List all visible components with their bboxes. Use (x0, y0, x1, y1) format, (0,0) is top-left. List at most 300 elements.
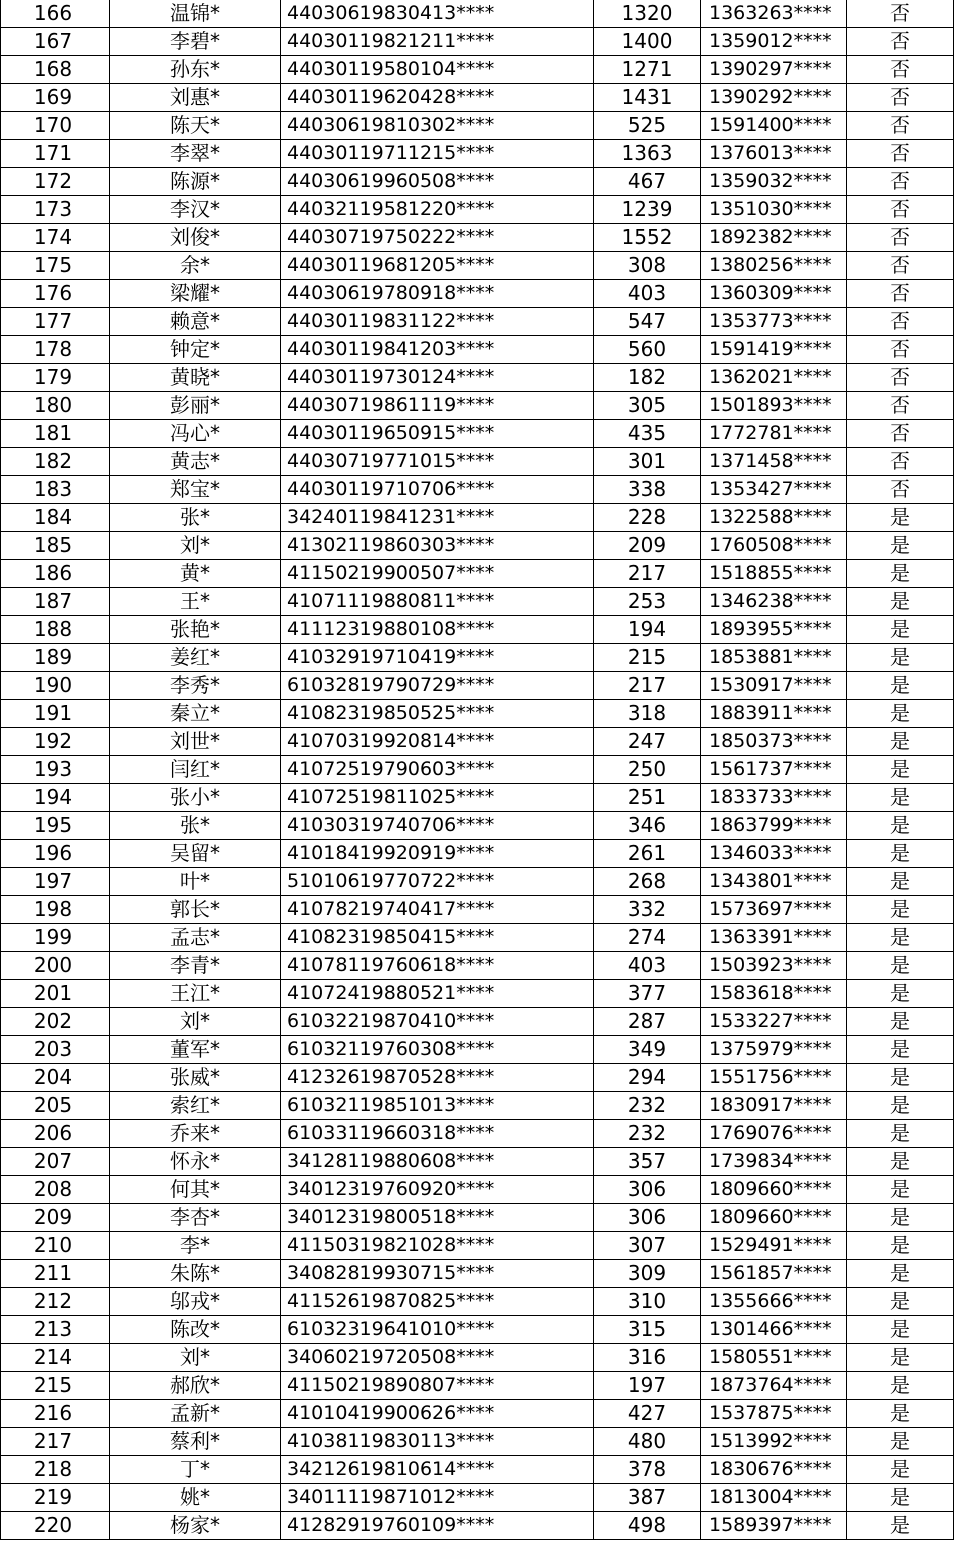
name-cell: 李碧* (110, 28, 281, 56)
phone-cell: 1893955**** (701, 616, 847, 644)
name-cell: 李青* (110, 952, 281, 980)
flag-cell: 是 (847, 504, 954, 532)
flag-cell: 是 (847, 532, 954, 560)
table-row (1, 1456, 954, 1484)
id-number-cell: 41010419900626**** (281, 1400, 594, 1428)
table-row (1, 1316, 954, 1344)
points-cell: 467 (594, 168, 701, 196)
points-cell: 294 (594, 1064, 701, 1092)
id-number-cell: 41152619870825**** (281, 1288, 594, 1316)
id-number-cell: 34012319760920**** (281, 1176, 594, 1204)
row-number-cell: 203 (1, 1036, 110, 1064)
name-cell: 郑宝* (110, 476, 281, 504)
phone-cell: 1589397**** (701, 1512, 847, 1540)
id-number-cell: 41070319920814**** (281, 728, 594, 756)
row-number-cell: 185 (1, 532, 110, 560)
flag-cell: 是 (847, 1512, 954, 1540)
table-row (1, 1288, 954, 1316)
name-cell: 王江* (110, 980, 281, 1008)
points-cell: 480 (594, 1428, 701, 1456)
row-number-cell: 195 (1, 812, 110, 840)
row-number-cell: 175 (1, 252, 110, 280)
flag-cell: 是 (847, 560, 954, 588)
flag-cell: 是 (847, 1372, 954, 1400)
points-cell: 357 (594, 1148, 701, 1176)
row-number-cell: 216 (1, 1400, 110, 1428)
id-number-cell: 34011119871012**** (281, 1484, 594, 1512)
name-cell: 张艳* (110, 616, 281, 644)
row-number-cell: 214 (1, 1344, 110, 1372)
points-cell: 332 (594, 896, 701, 924)
row-number-cell: 178 (1, 336, 110, 364)
id-number-cell: 41150319821028**** (281, 1232, 594, 1260)
id-number-cell: 44030719861119**** (281, 392, 594, 420)
row-number-cell: 209 (1, 1204, 110, 1232)
phone-cell: 1513992**** (701, 1428, 847, 1456)
points-cell: 1431 (594, 84, 701, 112)
phone-cell: 1809660**** (701, 1204, 847, 1232)
points-cell: 305 (594, 392, 701, 420)
row-number-cell: 186 (1, 560, 110, 588)
table-row (1, 1008, 954, 1036)
phone-cell: 1830917**** (701, 1092, 847, 1120)
phone-cell: 1580551**** (701, 1344, 847, 1372)
name-cell: 何其* (110, 1176, 281, 1204)
row-number-cell: 184 (1, 504, 110, 532)
points-cell: 435 (594, 420, 701, 448)
id-number-cell: 34128119880608**** (281, 1148, 594, 1176)
table-row (1, 280, 954, 308)
flag-cell: 否 (847, 252, 954, 280)
id-number-cell: 41112319880108**** (281, 616, 594, 644)
flag-cell: 是 (847, 1064, 954, 1092)
id-number-cell: 41078119760618**** (281, 952, 594, 980)
name-cell: 秦立* (110, 700, 281, 728)
table-row (1, 812, 954, 840)
table-row (1, 84, 954, 112)
row-number-cell: 168 (1, 56, 110, 84)
row-number-cell: 187 (1, 588, 110, 616)
name-cell: 陈源* (110, 168, 281, 196)
row-number-cell: 198 (1, 896, 110, 924)
flag-cell: 否 (847, 224, 954, 252)
id-number-cell: 41082319850415**** (281, 924, 594, 952)
flag-cell: 否 (847, 336, 954, 364)
row-number-cell: 217 (1, 1428, 110, 1456)
id-number-cell: 44030619780918**** (281, 280, 594, 308)
table-row (1, 1344, 954, 1372)
name-cell: 王* (110, 588, 281, 616)
phone-cell: 1529491**** (701, 1232, 847, 1260)
table-row (1, 1036, 954, 1064)
row-number-cell: 211 (1, 1260, 110, 1288)
flag-cell: 是 (847, 1120, 954, 1148)
phone-cell: 1591400**** (701, 112, 847, 140)
phone-cell: 1530917**** (701, 672, 847, 700)
table-row (1, 756, 954, 784)
flag-cell: 是 (847, 1036, 954, 1064)
name-cell: 蔡利* (110, 1428, 281, 1456)
flag-cell: 否 (847, 420, 954, 448)
points-cell: 247 (594, 728, 701, 756)
table-row (1, 1512, 954, 1540)
table-row (1, 896, 954, 924)
name-cell: 冯心* (110, 420, 281, 448)
flag-cell: 是 (847, 1316, 954, 1344)
points-cell: 1320 (594, 0, 701, 28)
row-number-cell: 208 (1, 1176, 110, 1204)
points-cell: 308 (594, 252, 701, 280)
row-number-cell: 210 (1, 1232, 110, 1260)
row-number-cell: 213 (1, 1316, 110, 1344)
points-cell: 306 (594, 1204, 701, 1232)
id-number-cell: 41282919760109**** (281, 1512, 594, 1540)
table-row (1, 1232, 954, 1260)
row-number-cell: 204 (1, 1064, 110, 1092)
name-cell: 闫红* (110, 756, 281, 784)
phone-cell: 1533227**** (701, 1008, 847, 1036)
points-cell: 547 (594, 308, 701, 336)
phone-cell: 1739834**** (701, 1148, 847, 1176)
points-cell: 306 (594, 1176, 701, 1204)
flag-cell: 是 (847, 1344, 954, 1372)
phone-cell: 1363263**** (701, 0, 847, 28)
phone-cell: 1892382**** (701, 224, 847, 252)
table-row (1, 1120, 954, 1148)
name-cell: 李汉* (110, 196, 281, 224)
id-number-cell: 41072419880521**** (281, 980, 594, 1008)
row-number-cell: 174 (1, 224, 110, 252)
flag-cell: 否 (847, 364, 954, 392)
flag-cell: 否 (847, 280, 954, 308)
flag-cell: 否 (847, 168, 954, 196)
table-row (1, 1064, 954, 1092)
phone-cell: 1863799**** (701, 812, 847, 840)
row-number-cell: 182 (1, 448, 110, 476)
flag-cell: 否 (847, 476, 954, 504)
name-cell: 陈改* (110, 1316, 281, 1344)
name-cell: 黄* (110, 560, 281, 588)
phone-cell: 1561857**** (701, 1260, 847, 1288)
id-number-cell: 34012319800518**** (281, 1204, 594, 1232)
id-number-cell: 51010619770722**** (281, 868, 594, 896)
phone-cell: 1501893**** (701, 392, 847, 420)
table-row (1, 252, 954, 280)
id-number-cell: 41071119880811**** (281, 588, 594, 616)
table-row (1, 868, 954, 896)
phone-cell: 1809660**** (701, 1176, 847, 1204)
flag-cell: 是 (847, 1456, 954, 1484)
flag-cell: 否 (847, 0, 954, 28)
points-cell: 217 (594, 560, 701, 588)
phone-cell: 1322588**** (701, 504, 847, 532)
phone-cell: 1853881**** (701, 644, 847, 672)
flag-cell: 是 (847, 896, 954, 924)
points-cell: 182 (594, 364, 701, 392)
id-number-cell: 41030319740706**** (281, 812, 594, 840)
points-cell: 310 (594, 1288, 701, 1316)
flag-cell: 是 (847, 1148, 954, 1176)
name-cell: 赖意* (110, 308, 281, 336)
flag-cell: 是 (847, 1232, 954, 1260)
phone-cell: 1375979**** (701, 1036, 847, 1064)
flag-cell: 是 (847, 812, 954, 840)
flag-cell: 是 (847, 1176, 954, 1204)
name-cell: 张* (110, 504, 281, 532)
row-number-cell: 173 (1, 196, 110, 224)
points-cell: 251 (594, 784, 701, 812)
row-number-cell: 183 (1, 476, 110, 504)
id-number-cell: 44032119581220**** (281, 196, 594, 224)
id-number-cell: 61032319641010**** (281, 1316, 594, 1344)
id-number-cell: 44030719771015**** (281, 448, 594, 476)
flag-cell: 是 (847, 924, 954, 952)
table-row (1, 1484, 954, 1512)
table-row (1, 1260, 954, 1288)
row-number-cell: 193 (1, 756, 110, 784)
flag-cell: 否 (847, 196, 954, 224)
id-number-cell: 61032819790729**** (281, 672, 594, 700)
row-number-cell: 192 (1, 728, 110, 756)
name-cell: 孟志* (110, 924, 281, 952)
flag-cell: 是 (847, 616, 954, 644)
phone-cell: 1873764**** (701, 1372, 847, 1400)
id-number-cell: 41038119830113**** (281, 1428, 594, 1456)
flag-cell: 是 (847, 1204, 954, 1232)
phone-cell: 1518855**** (701, 560, 847, 588)
id-number-cell: 41082319850525**** (281, 700, 594, 728)
points-cell: 560 (594, 336, 701, 364)
phone-cell: 1760508**** (701, 532, 847, 560)
id-number-cell: 41072519811025**** (281, 784, 594, 812)
phone-cell: 1363391**** (701, 924, 847, 952)
phone-cell: 1343801**** (701, 868, 847, 896)
phone-cell: 1353773**** (701, 308, 847, 336)
table-row (1, 168, 954, 196)
row-number-cell: 170 (1, 112, 110, 140)
phone-cell: 1301466**** (701, 1316, 847, 1344)
id-number-cell: 61032119760308**** (281, 1036, 594, 1064)
points-cell: 228 (594, 504, 701, 532)
table-row (1, 1204, 954, 1232)
points-cell: 301 (594, 448, 701, 476)
name-cell: 郝欣* (110, 1372, 281, 1400)
points-cell: 250 (594, 756, 701, 784)
name-cell: 刘* (110, 532, 281, 560)
phone-cell: 1371458**** (701, 448, 847, 476)
id-number-cell: 41072519790603**** (281, 756, 594, 784)
phone-cell: 1503923**** (701, 952, 847, 980)
id-number-cell: 41302119860303**** (281, 532, 594, 560)
points-cell: 1239 (594, 196, 701, 224)
name-cell: 叶* (110, 868, 281, 896)
table-row (1, 644, 954, 672)
row-number-cell: 181 (1, 420, 110, 448)
row-number-cell: 205 (1, 1092, 110, 1120)
name-cell: 杨家* (110, 1512, 281, 1540)
table-row (1, 1176, 954, 1204)
points-cell: 387 (594, 1484, 701, 1512)
name-cell: 彭丽* (110, 392, 281, 420)
name-cell: 张威* (110, 1064, 281, 1092)
points-cell: 268 (594, 868, 701, 896)
name-cell: 刘惠* (110, 84, 281, 112)
id-number-cell: 34212619810614**** (281, 1456, 594, 1484)
name-cell: 怀永* (110, 1148, 281, 1176)
row-number-cell: 219 (1, 1484, 110, 1512)
name-cell: 李翠* (110, 140, 281, 168)
id-number-cell: 44030619960508**** (281, 168, 594, 196)
id-number-cell: 61032219870410**** (281, 1008, 594, 1036)
points-cell: 377 (594, 980, 701, 1008)
phone-cell: 1353427**** (701, 476, 847, 504)
table-body (1, 0, 954, 1540)
phone-cell: 1537875**** (701, 1400, 847, 1428)
flag-cell: 是 (847, 1092, 954, 1120)
flag-cell: 是 (847, 588, 954, 616)
points-cell: 232 (594, 1092, 701, 1120)
row-number-cell: 201 (1, 980, 110, 1008)
name-cell: 姜红* (110, 644, 281, 672)
id-number-cell: 44030119580104**** (281, 56, 594, 84)
name-cell: 索红* (110, 1092, 281, 1120)
points-cell: 378 (594, 1456, 701, 1484)
table-row (1, 392, 954, 420)
phone-cell: 1390292**** (701, 84, 847, 112)
name-cell: 刘* (110, 1344, 281, 1372)
name-cell: 黄晓* (110, 364, 281, 392)
phone-cell: 1591419**** (701, 336, 847, 364)
row-number-cell: 188 (1, 616, 110, 644)
points-cell: 309 (594, 1260, 701, 1288)
id-number-cell: 44030119730124**** (281, 364, 594, 392)
row-number-cell: 176 (1, 280, 110, 308)
name-cell: 余* (110, 252, 281, 280)
points-cell: 316 (594, 1344, 701, 1372)
points-cell: 349 (594, 1036, 701, 1064)
flag-cell: 是 (847, 1288, 954, 1316)
table-row (1, 532, 954, 560)
row-number-cell: 172 (1, 168, 110, 196)
id-number-cell: 41078219740417**** (281, 896, 594, 924)
name-cell: 张* (110, 812, 281, 840)
row-number-cell: 177 (1, 308, 110, 336)
table-row (1, 476, 954, 504)
phone-cell: 1380256**** (701, 252, 847, 280)
table-row (1, 56, 954, 84)
points-cell: 194 (594, 616, 701, 644)
phone-cell: 1772781**** (701, 420, 847, 448)
name-cell: 朱陈* (110, 1260, 281, 1288)
flag-cell: 是 (847, 700, 954, 728)
points-cell: 307 (594, 1232, 701, 1260)
row-number-cell: 220 (1, 1512, 110, 1540)
phone-cell: 1551756**** (701, 1064, 847, 1092)
name-cell: 孟新* (110, 1400, 281, 1428)
row-number-cell: 167 (1, 28, 110, 56)
name-cell: 钟定* (110, 336, 281, 364)
row-number-cell: 207 (1, 1148, 110, 1176)
phone-cell: 1850373**** (701, 728, 847, 756)
flag-cell: 是 (847, 952, 954, 980)
phone-cell: 1355666**** (701, 1288, 847, 1316)
row-number-cell: 199 (1, 924, 110, 952)
name-cell: 陈天* (110, 112, 281, 140)
phone-cell: 1830676**** (701, 1456, 847, 1484)
id-number-cell: 44030619830413**** (281, 0, 594, 28)
id-number-cell: 34082819930715**** (281, 1260, 594, 1288)
id-number-cell: 61033119660318**** (281, 1120, 594, 1148)
points-cell: 1271 (594, 56, 701, 84)
name-cell: 邬戎* (110, 1288, 281, 1316)
table-row (1, 1148, 954, 1176)
name-cell: 刘世* (110, 728, 281, 756)
id-number-cell: 44030119821211**** (281, 28, 594, 56)
row-number-cell: 200 (1, 952, 110, 980)
row-number-cell: 194 (1, 784, 110, 812)
phone-cell: 1583618**** (701, 980, 847, 1008)
phone-cell: 1573697**** (701, 896, 847, 924)
table-row (1, 336, 954, 364)
flag-cell: 否 (847, 56, 954, 84)
points-cell: 338 (594, 476, 701, 504)
name-cell: 刘俊* (110, 224, 281, 252)
table-row (1, 1428, 954, 1456)
phone-cell: 1833733**** (701, 784, 847, 812)
table-row (1, 728, 954, 756)
row-number-cell: 171 (1, 140, 110, 168)
table-row (1, 1372, 954, 1400)
points-cell: 232 (594, 1120, 701, 1148)
flag-cell: 是 (847, 1484, 954, 1512)
table-row (1, 1400, 954, 1428)
points-cell: 318 (594, 700, 701, 728)
flag-cell: 否 (847, 140, 954, 168)
table-row (1, 924, 954, 952)
row-number-cell: 196 (1, 840, 110, 868)
flag-cell: 是 (847, 672, 954, 700)
flag-cell: 是 (847, 1400, 954, 1428)
flag-cell: 否 (847, 28, 954, 56)
row-number-cell: 191 (1, 700, 110, 728)
phone-cell: 1561737**** (701, 756, 847, 784)
flag-cell: 是 (847, 1260, 954, 1288)
id-number-cell: 41150219900507**** (281, 560, 594, 588)
flag-cell: 是 (847, 644, 954, 672)
name-cell: 李杏* (110, 1204, 281, 1232)
row-number-cell: 169 (1, 84, 110, 112)
name-cell: 郭长* (110, 896, 281, 924)
points-cell: 1400 (594, 28, 701, 56)
name-cell: 李秀* (110, 672, 281, 700)
name-cell: 吴留* (110, 840, 281, 868)
phone-cell: 1346238**** (701, 588, 847, 616)
id-number-cell: 34240119841231**** (281, 504, 594, 532)
points-cell: 403 (594, 952, 701, 980)
phone-cell: 1346033**** (701, 840, 847, 868)
name-cell: 温锦* (110, 0, 281, 28)
flag-cell: 否 (847, 308, 954, 336)
name-cell: 董军* (110, 1036, 281, 1064)
row-number-cell: 166 (1, 0, 110, 28)
points-cell: 253 (594, 588, 701, 616)
table-row (1, 588, 954, 616)
name-cell: 丁* (110, 1456, 281, 1484)
id-number-cell: 41150219890807**** (281, 1372, 594, 1400)
name-cell: 刘* (110, 1008, 281, 1036)
table-row (1, 224, 954, 252)
name-cell: 孙东* (110, 56, 281, 84)
